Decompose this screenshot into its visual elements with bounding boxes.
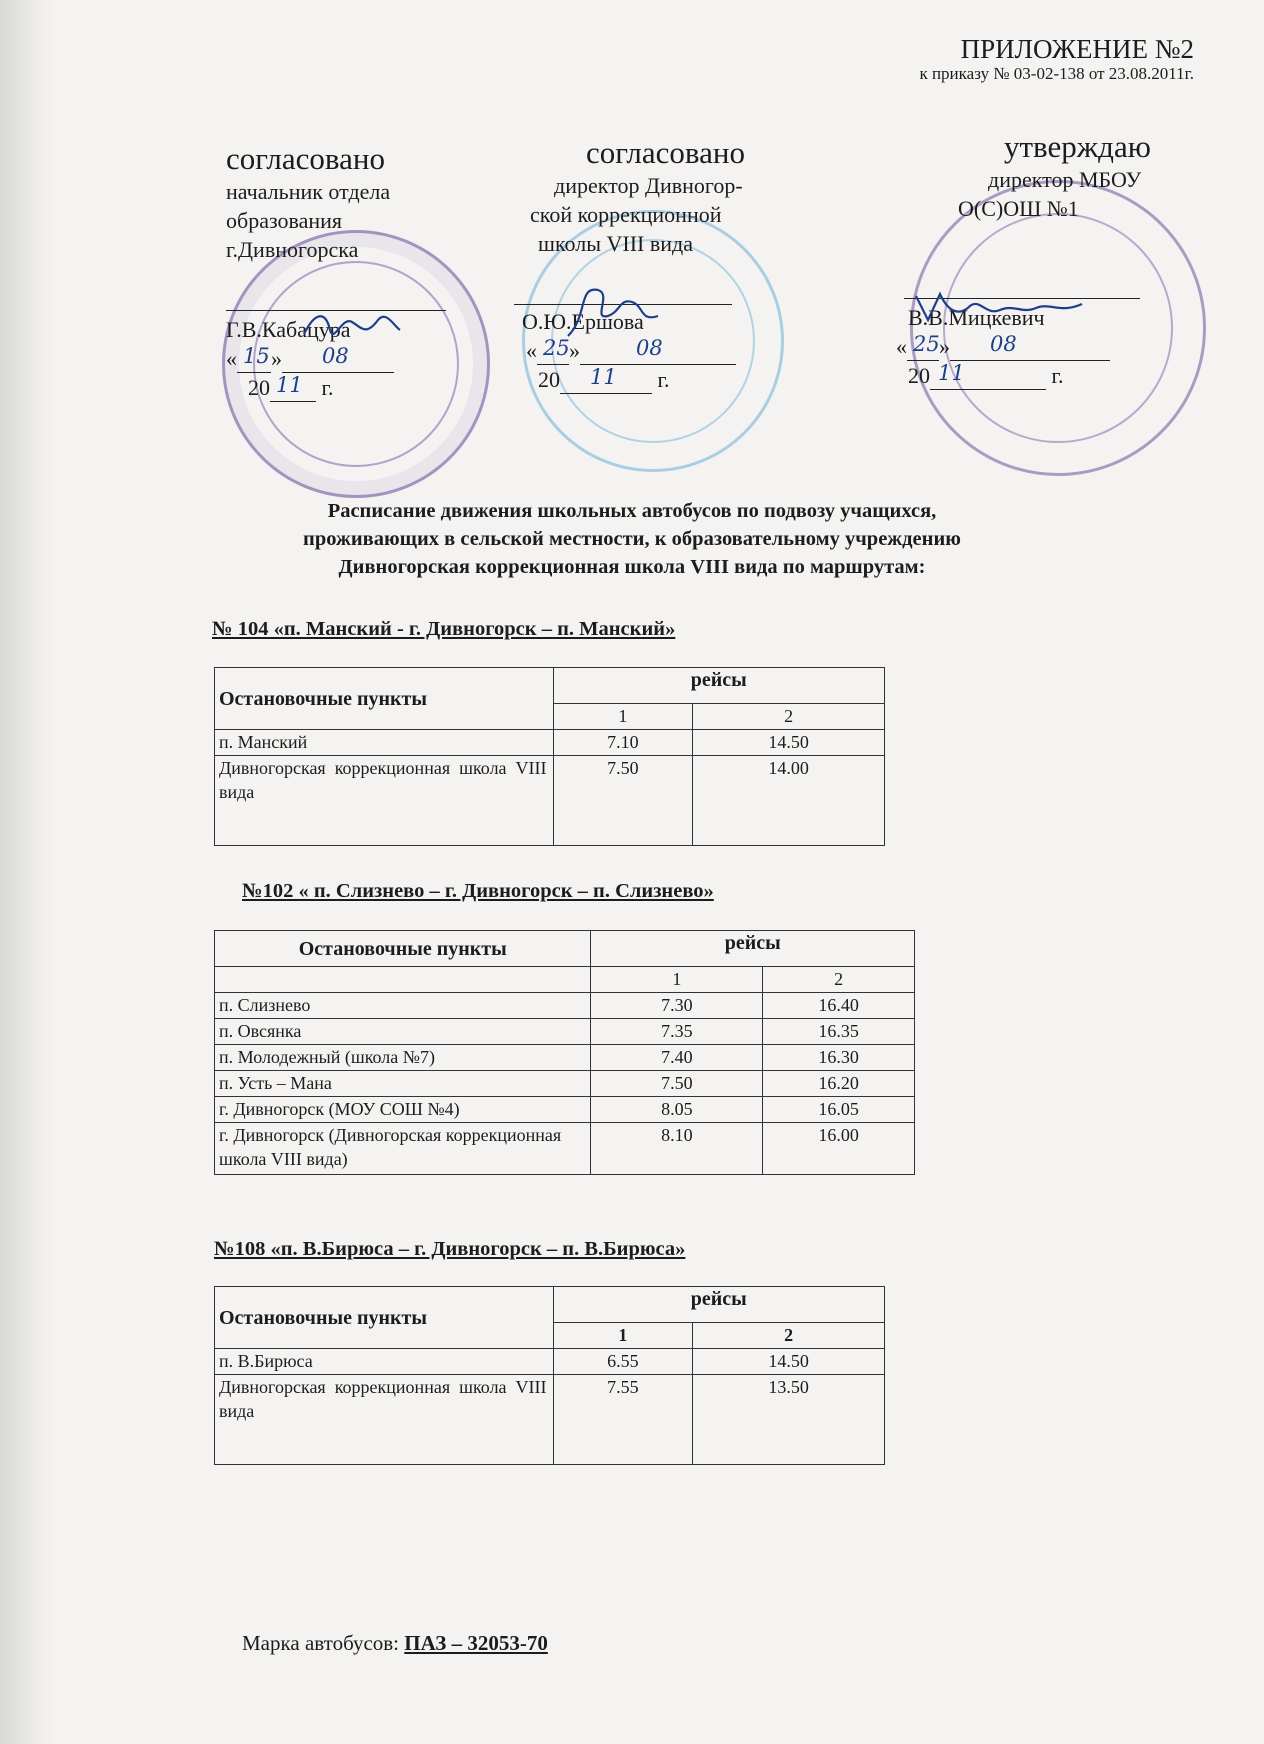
year-prefix: 20 — [538, 367, 560, 392]
stop-name: п. Слизнево — [215, 993, 591, 1019]
trip-2-time: 13.50 — [693, 1375, 885, 1465]
table-row — [215, 1349, 885, 1375]
table-row — [215, 1097, 915, 1123]
header-trips: рейсы — [553, 1287, 884, 1323]
date-quote-close: » — [939, 334, 950, 359]
bus-model-value: ПАЗ – 32053-70 — [404, 1631, 548, 1655]
year-suffix: г. — [657, 367, 670, 392]
table-header-row — [215, 1287, 885, 1323]
bus-model-label: Марка автобусов: — [242, 1631, 400, 1655]
header-stops: Остановочные пункты — [215, 668, 554, 730]
bus-model-line — [242, 1631, 548, 1656]
trip-2-header: 2 — [693, 1323, 885, 1349]
approval-year — [908, 361, 1196, 390]
trip-2-time: 14.50 — [693, 730, 885, 756]
approval-heading: согласовано — [226, 141, 385, 176]
trip-1-time: 6.55 — [553, 1349, 693, 1375]
year-suffix: г. — [1051, 363, 1064, 388]
year-field — [930, 361, 1046, 390]
table-row — [215, 756, 885, 846]
year-handwritten: 11 — [276, 373, 303, 397]
approval-position-line: директор Дивногор- — [554, 173, 743, 198]
trip-1-time: 7.50 — [591, 1071, 763, 1097]
stop-name: п. Молодежный (школа №7) — [215, 1045, 591, 1071]
document-title-line: Дивногорская коррекционная школа VIII вида по маршрутам: — [338, 556, 926, 578]
table-row — [215, 730, 885, 756]
signature-line — [226, 310, 446, 311]
approval-position-line: г.Дивногорска — [226, 237, 359, 262]
route-102-title: №102 « п. Слизнево – г. Дивногорск – п. Слизнево» — [242, 880, 714, 902]
year-field — [270, 373, 316, 402]
header-stops: Остановочные пункты — [215, 1287, 554, 1349]
approver-name: О.Ю.Ершова — [522, 309, 644, 334]
header-trips: рейсы — [591, 931, 915, 967]
route-104-table — [214, 667, 885, 846]
header-trips: рейсы — [553, 668, 884, 704]
approval-year — [538, 365, 834, 394]
empty-cell — [215, 967, 591, 993]
table-row — [215, 1045, 915, 1071]
date-quote-open: « — [526, 338, 537, 363]
table-subheader-row — [215, 967, 915, 993]
approval-position-line: директор МБОУ — [988, 167, 1142, 192]
approval-date — [896, 332, 1196, 361]
trip-1-time: 8.05 — [591, 1097, 763, 1123]
appendix-title: ПРИЛОЖЕНИЕ №2 — [960, 34, 1194, 64]
header-stops: Остановочные пункты — [215, 931, 591, 967]
trip-2-time: 16.30 — [763, 1045, 915, 1071]
date-day-field — [237, 344, 271, 373]
date-month-field — [950, 332, 1110, 361]
date-day-handwritten: 25 — [913, 332, 940, 356]
trip-1-time: 7.35 — [591, 1019, 763, 1045]
table-header-row — [215, 931, 915, 967]
trip-2-header: 2 — [763, 967, 915, 993]
stop-name: г. Дивногорск (МОУ СОШ №4) — [215, 1097, 591, 1123]
approver-name: В.В.Мицкевич — [908, 305, 1045, 330]
trip-2-time: 16.00 — [763, 1123, 915, 1175]
signature-line — [514, 304, 732, 305]
table-row — [215, 1375, 885, 1465]
approval-heading: согласовано — [586, 135, 745, 170]
table-header-row — [215, 668, 885, 704]
year-prefix: 20 — [248, 375, 270, 400]
document-title-line: проживающих в сельской местности, к образовательному учреждению — [303, 528, 961, 550]
trip-2-time: 16.20 — [763, 1071, 915, 1097]
trip-1-header: 1 — [553, 1323, 693, 1349]
route-108-table — [214, 1286, 885, 1465]
table-row — [215, 1071, 915, 1097]
table-row — [215, 1123, 915, 1175]
approval-block-correctional-school — [514, 135, 834, 394]
approval-block-education-dept — [226, 141, 516, 402]
table-row — [215, 1019, 915, 1045]
date-month-field — [282, 344, 394, 373]
approval-block-mbou — [896, 129, 1196, 390]
date-month-handwritten: 08 — [636, 336, 663, 360]
appendix-subtitle: к приказу № 03-02-138 от 23.08.2011г. — [919, 64, 1194, 83]
year-prefix: 20 — [908, 363, 930, 388]
year-handwritten: 11 — [938, 361, 965, 385]
trip-1-header: 1 — [553, 704, 693, 730]
trip-2-time: 14.50 — [693, 1349, 885, 1375]
approval-position-line: ской коррекционной — [530, 202, 722, 227]
approver-name: Г.В.Кабацура — [226, 317, 351, 342]
approval-position-line: начальник отдела — [226, 179, 391, 204]
date-day-handwritten: 15 — [243, 344, 270, 368]
trip-1-header: 1 — [591, 967, 763, 993]
approval-position-line: О(С)ОШ №1 — [958, 196, 1079, 221]
route-102-table — [214, 930, 915, 1175]
document-title-line: Расписание движения школьных автобусов по подвозу учащихся, — [327, 500, 937, 522]
stop-name: Дивногорская коррекционная школа VIII вида — [215, 756, 554, 846]
trip-1-time: 7.10 — [553, 730, 693, 756]
trip-2-time: 16.35 — [763, 1019, 915, 1045]
stop-name: Дивногорская коррекционная школа VIII вида — [215, 1375, 554, 1465]
year-handwritten: 11 — [590, 365, 617, 389]
document-title — [0, 497, 1264, 581]
approval-date — [226, 344, 516, 373]
signature-line — [904, 298, 1140, 299]
trip-1-time: 7.50 — [553, 756, 693, 846]
date-quote-open: « — [896, 334, 907, 359]
trip-2-time: 14.00 — [693, 756, 885, 846]
trip-2-time: 16.40 — [763, 993, 915, 1019]
date-month-field — [580, 336, 736, 365]
stop-name: г. Дивногорск (Дивногорская коррекционная школа VIII вида) — [215, 1123, 591, 1175]
date-day-handwritten: 25 — [543, 336, 570, 360]
trip-2-header: 2 — [693, 704, 885, 730]
date-month-handwritten: 08 — [990, 332, 1017, 356]
approval-date — [526, 336, 834, 365]
appendix-header — [919, 34, 1194, 84]
year-field — [560, 365, 652, 394]
year-suffix: г. — [321, 375, 334, 400]
trip-2-time: 16.05 — [763, 1097, 915, 1123]
approval-position-line: школы VIII вида — [538, 231, 693, 256]
table-row — [215, 993, 915, 1019]
trip-1-time: 8.10 — [591, 1123, 763, 1175]
date-quote-close: » — [569, 338, 580, 363]
approval-position-line: образования — [226, 208, 343, 233]
date-day-field — [537, 336, 570, 365]
date-month-handwritten: 08 — [322, 344, 349, 368]
route-108-title: №108 «п. В.Бирюса – г. Дивногорск – п. В.Бирюса» — [214, 1238, 686, 1260]
trip-1-time: 7.40 — [591, 1045, 763, 1071]
route-104-title: № 104 «п. Манский - г. Дивногорск – п. Манский» — [212, 618, 676, 640]
stop-name: п. Усть – Мана — [215, 1071, 591, 1097]
approval-heading: утверждаю — [1004, 129, 1151, 164]
trip-1-time: 7.30 — [591, 993, 763, 1019]
stop-name: п. В.Бирюса — [215, 1349, 554, 1375]
stop-name: п. Манский — [215, 730, 554, 756]
date-day-field — [907, 332, 940, 361]
trip-1-time: 7.55 — [553, 1375, 693, 1465]
date-quote-open: « — [226, 346, 237, 371]
approval-year — [226, 373, 516, 402]
scan-edge-shadow — [0, 0, 58, 1744]
date-quote-close: » — [271, 346, 282, 371]
stop-name: п. Овсянка — [215, 1019, 591, 1045]
